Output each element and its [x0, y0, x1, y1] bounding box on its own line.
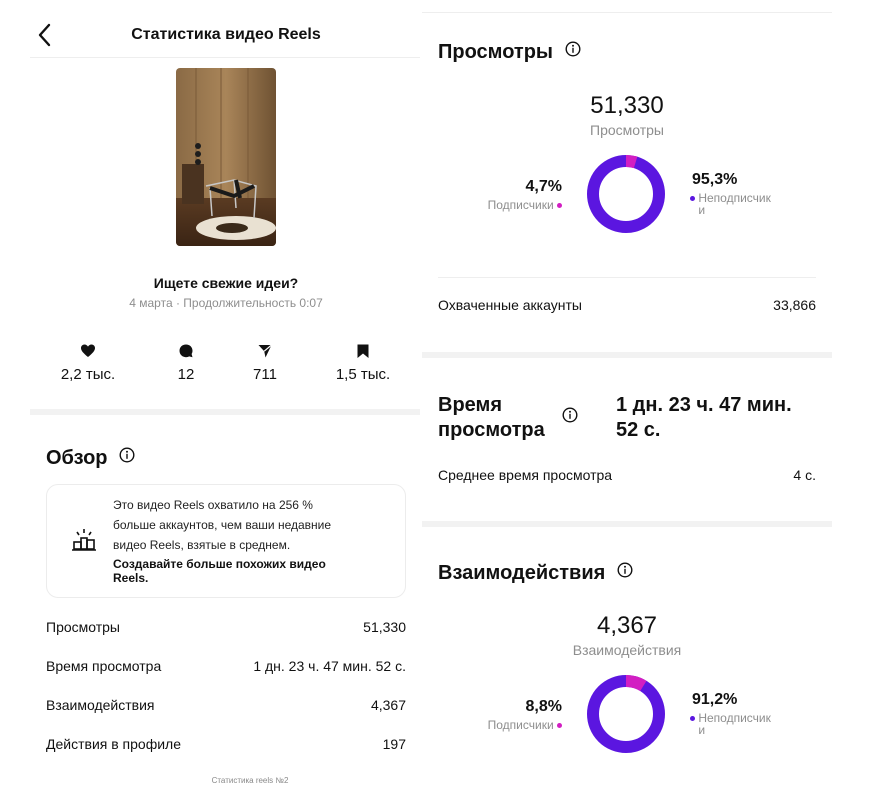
- shares-count: 711: [253, 366, 277, 383]
- interactions-title: Взаимодействия: [438, 562, 606, 584]
- insight-cta-link[interactable]: Создавайте больше похожих видео Reels.: [113, 557, 326, 585]
- heart-icon: [80, 343, 96, 359]
- info-icon[interactable]: [617, 562, 633, 578]
- info-icon[interactable]: [562, 407, 578, 423]
- reel-meta: 4 марта · Продолжительность 0:07: [129, 296, 323, 310]
- views-title: Просмотры: [438, 41, 554, 63]
- overview-row-profile-actions[interactable]: [46, 736, 406, 756]
- reached-label: Охваченные аккаунты: [438, 297, 582, 313]
- interactions-total: 4,367: [596, 612, 658, 639]
- watch-time-title-line2: просмотра: [438, 419, 545, 441]
- interactions-nonfollowers-legend: [690, 712, 771, 736]
- row-label: Взаимодействия: [46, 697, 155, 713]
- nonfollowers-dot: [690, 716, 695, 721]
- saves-count: 1,5 тыс.: [335, 366, 391, 383]
- interactions-nonfollowers-label-block: [698, 712, 771, 736]
- page-title: Статистика видео Reels: [131, 26, 321, 43]
- reel-thumbnail[interactable]: [176, 68, 276, 246]
- comments-count: 12: [177, 366, 195, 383]
- podium-icon: [71, 527, 97, 553]
- views-total: 51,330: [590, 92, 664, 119]
- views-divider: [438, 277, 816, 278]
- row-value: 4,367: [370, 697, 406, 713]
- views-nonfollowers-legend: [690, 192, 771, 216]
- watch-time-value-line1: 1 дн. 23 ч. 47 мин.: [616, 394, 792, 416]
- interactions-nonfollowers-pct: 91,2%: [692, 691, 738, 708]
- insight-text: Это видео Reels охватило на 256 % больше аккаунтов, чем ваши недавние видео Reels, взятые в среднем.: [113, 498, 332, 552]
- interactions-heading: [438, 562, 633, 585]
- stat-shares[interactable]: [225, 343, 305, 383]
- nonfollowers-dot: [690, 196, 695, 201]
- row-value: 1 дн. 23 ч. 47 мин. 52 с.: [253, 658, 406, 674]
- reached-accounts-row[interactable]: [438, 297, 816, 317]
- stat-comments[interactable]: [146, 343, 226, 383]
- reel-title: Ищете свежие идеи?: [153, 275, 299, 291]
- overview-title: Обзор: [46, 447, 108, 469]
- stat-likes[interactable]: [48, 343, 128, 383]
- top-divider: [422, 12, 832, 13]
- views-nonfollowers-label-line2: и: [698, 203, 706, 217]
- interactions-nonfollowers-label-line2: и: [698, 723, 706, 737]
- header-divider: [30, 57, 420, 58]
- row-label: Время просмотра: [46, 658, 162, 674]
- watch-time-title: [438, 393, 545, 443]
- likes-count: 2,2 тыс.: [60, 366, 116, 383]
- avg-watch-value: 4 с.: [793, 467, 816, 483]
- overview-row-views[interactable]: [46, 619, 406, 639]
- back-button[interactable]: [34, 22, 56, 48]
- insight-card[interactable]: [46, 484, 406, 598]
- watch-time-value: [616, 393, 792, 443]
- row-value: 51,330: [363, 619, 406, 635]
- views-followers-pct: 4,7%: [525, 178, 562, 195]
- reached-value: 33,866: [773, 297, 816, 313]
- section-divider: [422, 352, 832, 358]
- interactions-followers-pct: 8,8%: [525, 698, 562, 715]
- overview-heading: [46, 447, 135, 470]
- watch-time-title-line1: Время: [438, 394, 502, 416]
- overview-row-interactions[interactable]: [46, 697, 406, 717]
- section-divider: [30, 409, 420, 415]
- row-label: Действия в профиле: [46, 736, 182, 752]
- section-divider: [422, 521, 832, 527]
- views-nonfollowers-ring: [593, 161, 659, 227]
- views-nonfollowers-pct: 95,3%: [692, 171, 738, 188]
- views-donut-chart: [586, 154, 666, 234]
- interactions-donut-chart: [586, 674, 666, 754]
- views-heading: [438, 41, 581, 64]
- reel-thumbnail-image: [176, 68, 276, 246]
- views-nonfollowers-label-line1: Неподписчик: [698, 191, 771, 205]
- send-icon: [257, 343, 273, 359]
- avg-watch-label: Среднее время просмотра: [438, 467, 613, 483]
- overview-row-watch-time[interactable]: [46, 658, 406, 678]
- bookmark-icon: [355, 343, 371, 359]
- chevron-left-icon: [34, 22, 56, 48]
- views-followers-label: Подписчики: [487, 198, 554, 212]
- interactions-nonfollowers-label-line1: Неподписчик: [698, 711, 771, 725]
- watch-time-value-line2: 52 с.: [616, 419, 661, 441]
- interactions-nonfollowers-ring: [593, 681, 659, 747]
- comment-bubble-icon: [178, 343, 194, 359]
- interactions-total-label: Взаимодействия: [572, 642, 682, 658]
- interactions-followers-label: Подписчики: [487, 718, 554, 732]
- views-total-label: Просмотры: [590, 122, 664, 138]
- row-label: Просмотры: [46, 619, 120, 635]
- info-icon[interactable]: [119, 447, 135, 463]
- stat-saves[interactable]: [323, 343, 403, 383]
- views-followers-legend: [440, 199, 562, 211]
- avg-watch-time-row[interactable]: [438, 467, 816, 487]
- views-nonfollowers-label-block: [698, 192, 771, 216]
- followers-dot: [557, 203, 562, 208]
- interactions-followers-legend: [440, 719, 562, 731]
- info-icon[interactable]: [565, 41, 581, 57]
- caption: Статистика reels №2: [211, 776, 289, 785]
- row-value: 197: [382, 736, 406, 752]
- followers-dot: [557, 723, 562, 728]
